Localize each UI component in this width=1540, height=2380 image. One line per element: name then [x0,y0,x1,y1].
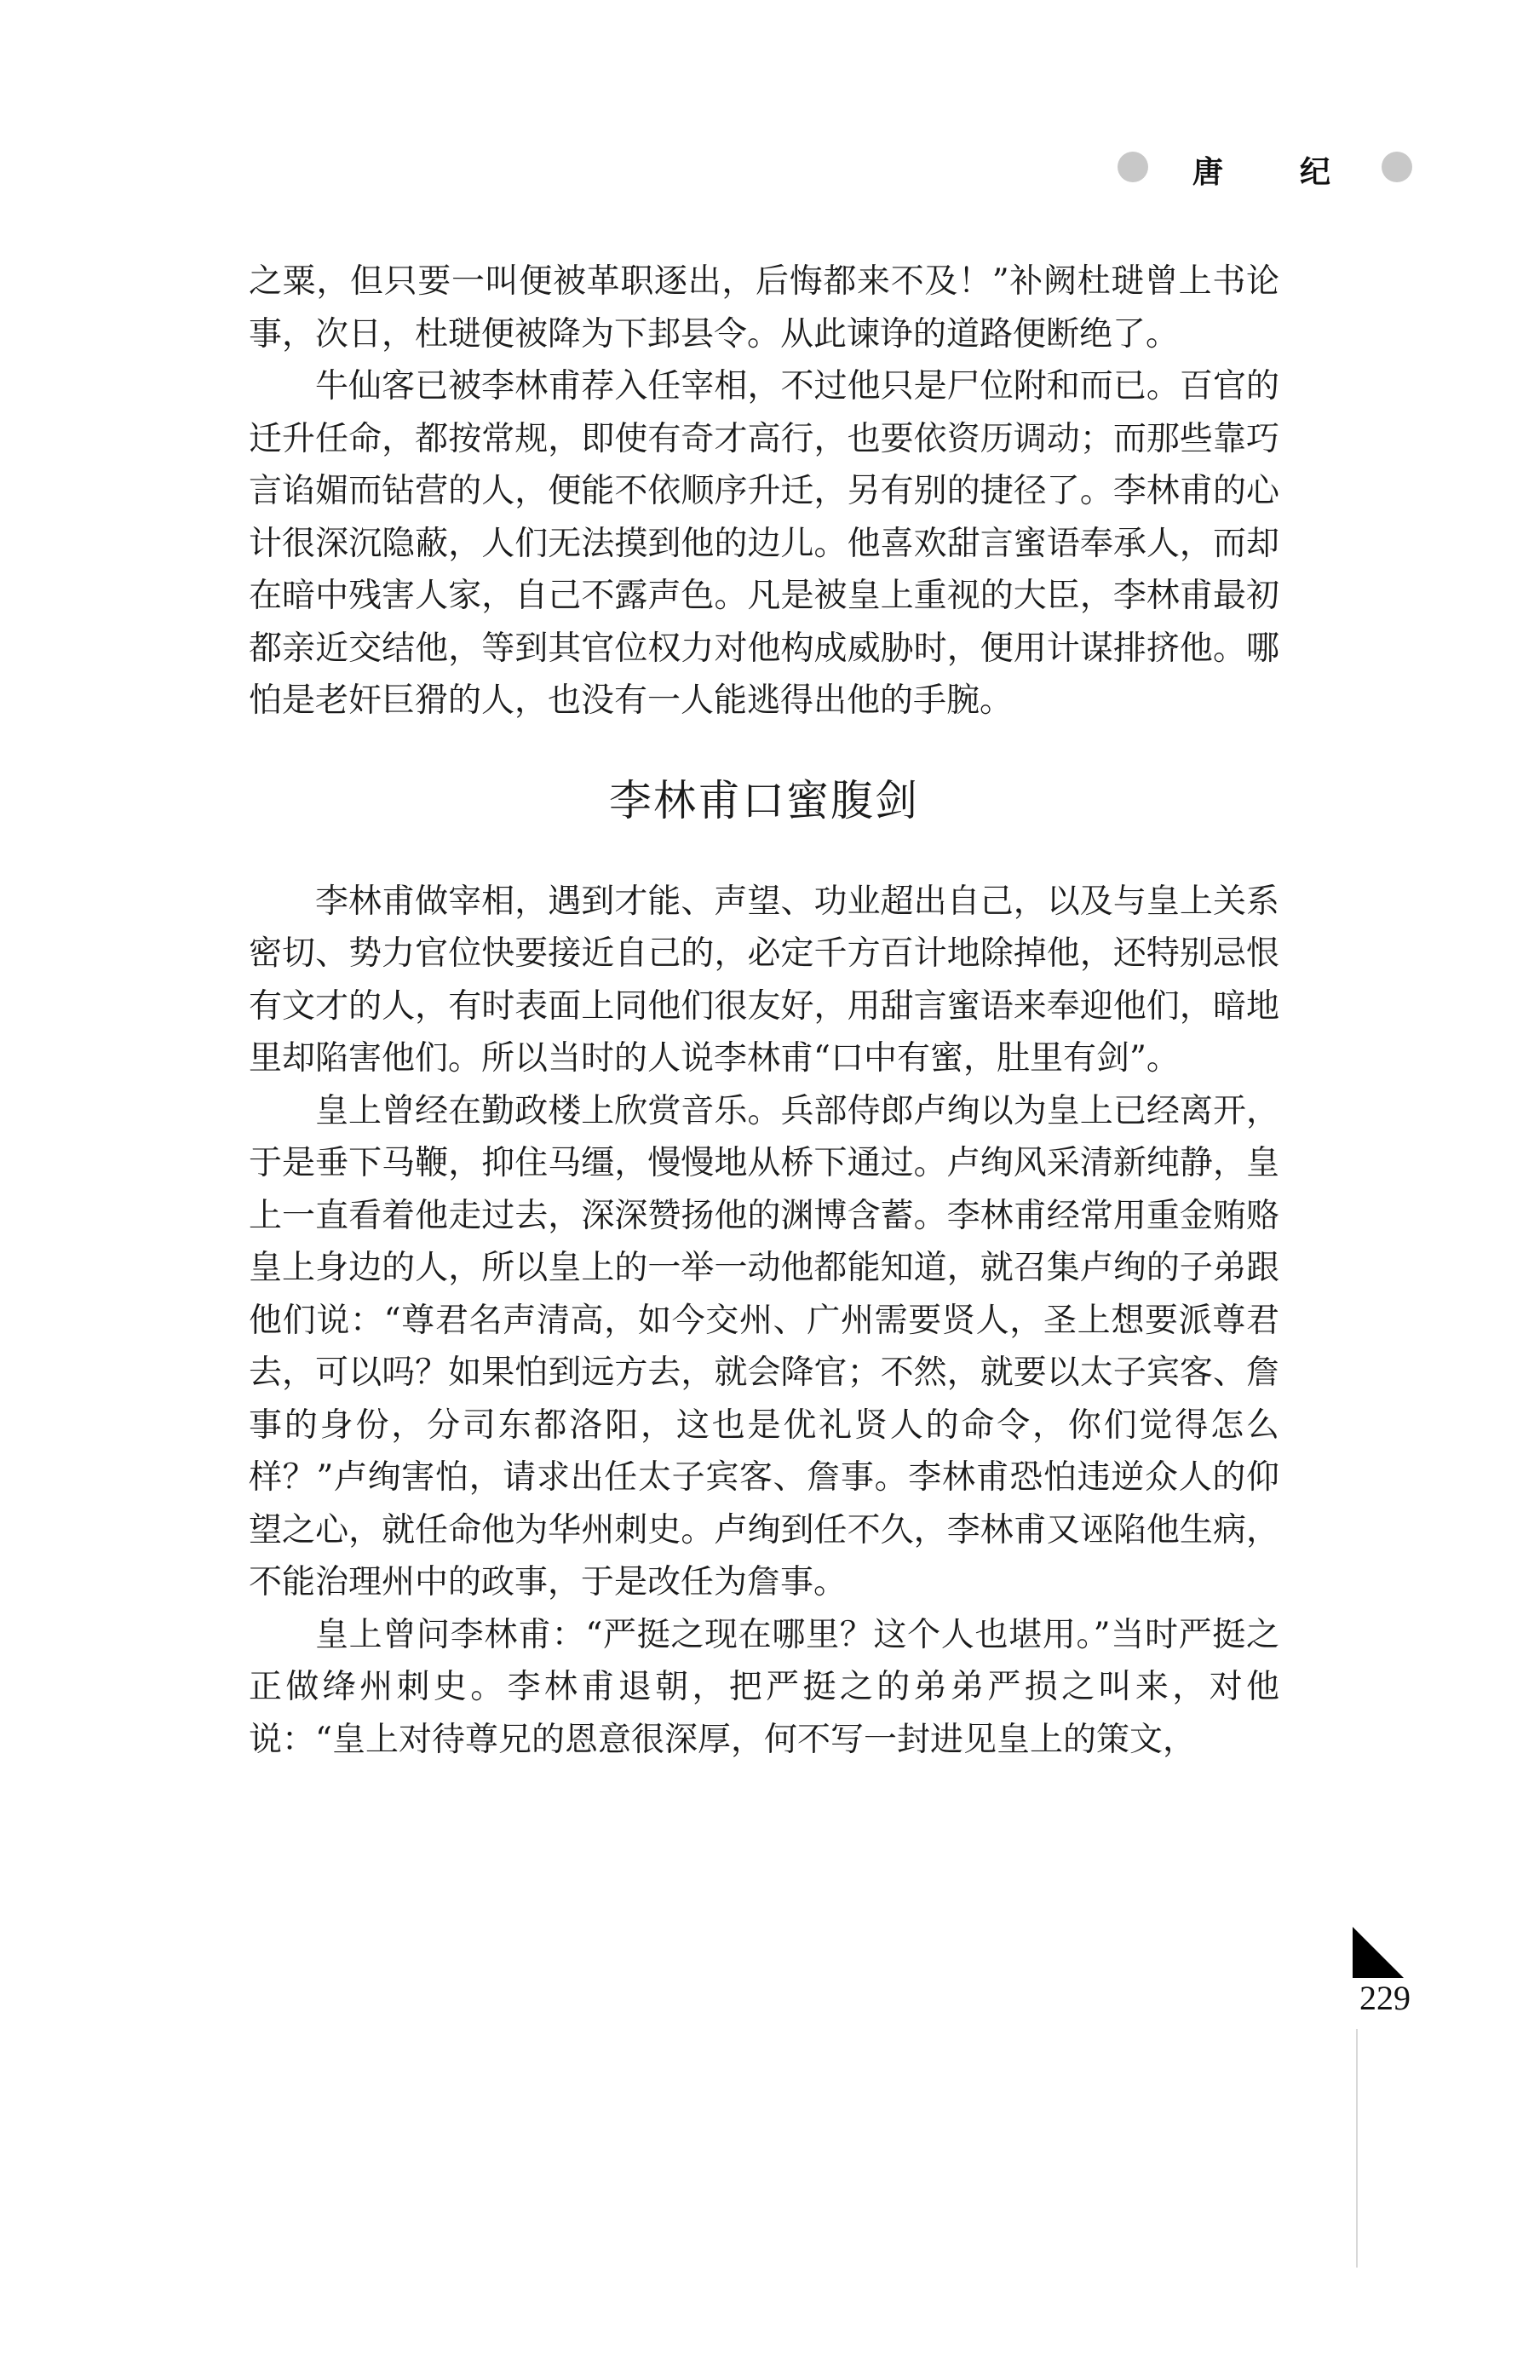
running-header [1107,143,1422,194]
margin-rule [1356,2029,1358,2268]
header-char-2: 纪 [1300,155,1331,190]
paragraph: 牛仙客已被李林甫荐入任宰相，不过他只是尸位附和而已。百官的迁升任命，都按常规，即使有奇才高行，也要依资历调动；而那些靠巧言谄媚而钻营的人，便能不依顺序升迁，另有别的捷径了。李林甫的心计很深沉隐蔽，人们无法摸到他的边儿。他喜欢甜言蜜语奉承人，而却在暗中残害人家，自己不露声色。凡是被皇上重视的大臣，李林甫最初都亲近交结他，等到其官位权力对他构成威胁时，便用计谋排挤他。哪怕是老奸巨猾的人，也没有一人能逃得出他的手腕。 [249,367,1279,720]
paragraph-continued: 之粟，但只要一叫便被革职逐出，后悔都来不及！”补阙杜琎曾上书论事，次日，杜琎便被降为下邽县令。从此谏诤的道路便断绝了。 [249,262,1279,354]
header-left-dot [1118,152,1148,182]
page-body [249,256,1279,1766]
paragraph: 李林甫做宰相，遇到才能、声望、功业超出自己，以及与皇上关系密切、势力官位快要接近自己的，必定千方百计地除掉他，还特别忌恨有文才的人，有时表面上同他们很友好，用甜言蜜语来奉迎他们，暗地里却陷害他们。所以当时的人说李林甫“口中有蜜，肚里有剑”。 [249,882,1279,1078]
header-char-1: 唐 [1192,155,1224,190]
page-corner-triangle [1353,1927,1404,1978]
paragraph: 皇上曾问李林甫：“严挺之现在哪里？这个人也堪用。”当时严挺之正做绛州刺史。李林甫退朝，把严挺之的弟弟严损之叫来，对他说：“皇上对待尊兄的恩意很深厚，何不写一封进见皇上的策文， [249,1615,1279,1759]
section-title: 李林甫口蜜腹剑 [609,775,919,825]
header-right-dot [1382,152,1412,182]
page-number: 229 [1359,1979,1411,2017]
paragraph: 皇上曾经在勤政楼上欣赏音乐。兵部侍郎卢绚以为皇上已经离开，于是垂下马鞭，抑住马缰，慢慢地从桥下通过。卢绚风采清新纯静，皇上一直看着他走过去，深深赞扬他的渊博含蓄。李林甫经常用重金贿赂皇上身边的人，所以皇上的一举一动他都能知道，就召集卢绚的子弟跟他们说：“尊君名声清高，如今交州、广州需要贤人，圣上想要派尊君去，可以吗？如果怕到远方去，就会降官；不然，就要以太子宾客、詹事的身份，分司东都洛阳，这也是优礼贤人的命令，你们觉得怎么样？”卢绚害怕，请求出任太子宾客、詹事。李林甫恐怕违逆众人的仰望之心，就任命他为华州刺史。卢绚到任不久，李林甫又诬陷他生病，不能治理州中的政事，于是改任为詹事。 [249,1091,1279,1601]
